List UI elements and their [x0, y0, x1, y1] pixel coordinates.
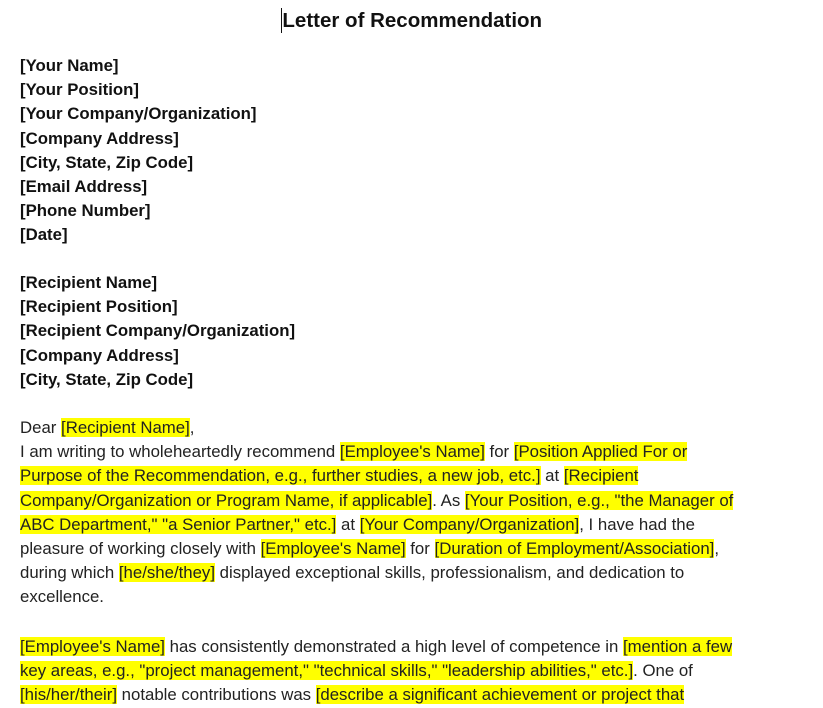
- highlighted-placeholder: [Employee's Name]: [339, 442, 485, 462]
- highlighted-placeholder: [Recipient: [563, 466, 639, 486]
- recipient-line: [Recipient Name]: [20, 273, 158, 292]
- sender-line: [Your Position]: [20, 80, 140, 100]
- recipient-line: [Recipient Position]: [20, 297, 178, 317]
- highlighted-placeholder: [Recipient Name]: [61, 418, 190, 437]
- highlighted-placeholder: [Your Position, e.g., "the Manager of: [464, 490, 734, 510]
- body-text: . As: [432, 490, 465, 510]
- body-text: displayed exceptional skills, professionalism, and dedication to: [214, 563, 685, 583]
- highlighted-placeholder: [he/she/they]: [118, 563, 215, 583]
- highlighted-placeholder: Purpose of the Recommendation, e.g., further studies, a new job, etc.]: [20, 466, 541, 486]
- paragraph-line: [20, 659, 810, 683]
- body-text: during which: [20, 563, 119, 583]
- highlighted-placeholder: key areas, e.g., "project management," "technical skills," "leadership abilities," etc.]: [20, 661, 634, 681]
- highlighted-placeholder: [Position Applied For or: [513, 442, 688, 462]
- recommendation-paragraph-2: [20, 635, 810, 708]
- paragraph-line: [20, 440, 810, 464]
- highlighted-placeholder: [Employee's Name]: [260, 539, 406, 559]
- highlighted-placeholder: [mention a few: [623, 637, 733, 656]
- paragraph-line: [20, 489, 810, 513]
- highlighted-placeholder: [Duration of Employment/Association]: [434, 539, 715, 559]
- body-text: ,: [189, 418, 195, 437]
- sender-line: [Date]: [20, 225, 68, 245]
- sender-line: [Email Address]: [20, 177, 148, 197]
- paragraph-line: [20, 416, 810, 440]
- sender-line: [Company Address]: [20, 128, 179, 148]
- recommendation-paragraph-1: [20, 416, 810, 610]
- recipient-line: [Recipient Company/Organization]: [20, 321, 296, 341]
- paragraph-line: [20, 513, 810, 537]
- paragraph-line: [20, 585, 810, 609]
- highlighted-placeholder: [Your Company/Organization]: [359, 514, 580, 534]
- body-text: , I have had the: [579, 514, 695, 534]
- highlighted-placeholder: [describe a significant achievement or project that: [315, 685, 685, 705]
- highlighted-placeholder: ABC Department," "a Senior Partner," etc.]: [20, 514, 337, 534]
- paragraph-line: [20, 635, 810, 659]
- sender-line: [City, State, Zip Code]: [20, 152, 194, 172]
- highlighted-placeholder: Company/Organization or Program Name, if applicable]: [20, 490, 433, 510]
- body-text: ,: [714, 539, 720, 559]
- body-text: Dear: [20, 418, 62, 437]
- recipient-line: [City, State, Zip Code]: [20, 369, 194, 389]
- body-text: for: [405, 539, 435, 559]
- document-title: [0, 6, 823, 36]
- paragraph-line: [20, 561, 810, 585]
- body-text: excellence.: [20, 587, 104, 607]
- sender-line: [Your Name]: [20, 56, 119, 75]
- paragraph-line: [20, 537, 810, 561]
- sender-line: [Your Company/Organization]: [20, 104, 257, 124]
- recipient-address-block: [20, 271, 810, 392]
- paragraph-line: [20, 464, 810, 488]
- highlighted-placeholder: [his/her/their]: [20, 685, 118, 705]
- body-text: for: [484, 442, 514, 462]
- body-text: pleasure of working closely with: [20, 539, 261, 559]
- body-text: at: [540, 466, 564, 486]
- sender-address-block: [20, 54, 810, 248]
- body-text: at: [336, 514, 360, 534]
- body-text: notable contributions was: [117, 685, 316, 705]
- sender-line: [Phone Number]: [20, 201, 151, 221]
- body-text: has consistently demonstrated a high level of competence in: [164, 637, 623, 656]
- paragraph-line: [20, 683, 810, 707]
- body-text: I am writing to wholeheartedly recommend: [20, 442, 340, 462]
- recipient-line: [Company Address]: [20, 345, 179, 365]
- title-text: Letter of Recommendation: [282, 9, 543, 32]
- body-text: . One of: [633, 661, 693, 681]
- highlighted-placeholder: [Employee's Name]: [20, 637, 165, 656]
